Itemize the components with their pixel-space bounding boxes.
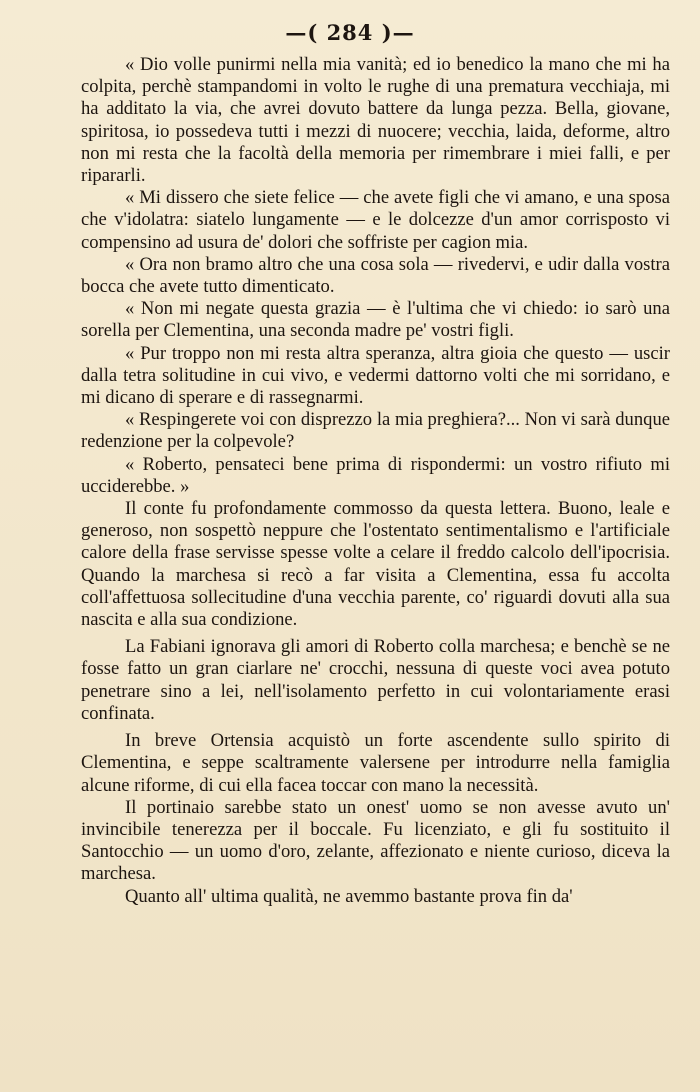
page-number: —( 284 )— bbox=[285, 20, 415, 45]
paragraph: « Respingerete voi con disprezzo la mia preghiera?... Non vi sarà dunque redenzione per la colpevole? bbox=[81, 409, 670, 453]
paragraph: La Fabiani ignorava gli amori di Roberto colla marchesa; e benchè se ne fosse fatto un gran ciarlare ne' crocchi, nessuna di queste voci avea potuto penetrare sino a lei, nell'isolamento perfetto in cui volontariamente erasi confinata. bbox=[81, 636, 670, 724]
paragraph: « Mi dissero che siete felice — che avete figli che vi amano, e una sposa che v'idolatra: siatelo lungamente — e le dolcezze d'un amor corrisposto vi compensino ad usura de' dolori che soffriste per cagion mia. bbox=[81, 187, 670, 253]
paragraph: Il portinaio sarebbe stato un onest' uomo se non avesse avuto un' invincibile tenerezza per il boccale. Fu licenziato, e gli fu sostituito il Santocchio — un uomo d'oro, zelante, affezionato e niente curioso, diceva la marchesa. bbox=[81, 796, 670, 885]
paragraph: In breve Ortensia acquistò un forte ascendente sullo spirito di Clementina, e seppe scaltramente valersene per introdurre nella famiglia alcune riforme, di cui ella facea toccar con mano la necessità. bbox=[81, 730, 670, 796]
paragraph: « Roberto, pensateci bene prima di rispondermi: un vostro rifiuto mi ucciderebbe. » bbox=[81, 453, 670, 497]
paragraph: « Non mi negate questa grazia — è l'ultima che vi chiedo: io sarò una sorella per Clementina, una seconda madre pe' vostri figli. bbox=[81, 298, 670, 342]
page-body bbox=[81, 54, 670, 908]
paragraph: « Dio volle punirmi nella mia vanità; ed io benedico la mano che mi ha colpita, perchè stampandomi in volto le rughe di una prematura vecchiaja, mi ha additato la via, che avrei dovuto battere da lunga pezza. Bella, giovane, spiritosa, io possedeva tutti i mezzi di nuocere; vecchia, laida, deforme, altro non mi resta che la facoltà della memoria per rimembrare i miei falli, e per ripararli. bbox=[81, 54, 670, 187]
paragraph: « Ora non bramo altro che una cosa sola — rivedervi, e udir dalla vostra bocca che avete tutto dimenticato. bbox=[81, 253, 670, 298]
paragraph: Il conte fu profondamente commosso da questa lettera. Buono, leale e generoso, non sospettò neppure che l'ostentato sentimentalismo e l'artificiale calore della frase servisse spesse volte a celare il freddo calcolo dell'ipocrisia. Quando la marchesa si recò a far visita a Clementina, essa fu accolta coll'affettuosa sollecitudine d'una vecchia parente, co' riguardi dovuti alla sua nascita e alla sua condizione. bbox=[81, 498, 670, 631]
paragraph: « Pur troppo non mi resta altra speranza, altra gioia che questo — uscir dalla tetra solitudine in cui vivo, e vedermi dattorno volti che mi sorridano, e mi dicano di sperare e di rassegnarmi. bbox=[81, 342, 670, 409]
paragraph: Quanto all' ultima qualità, ne avemmo bastante prova fin da' bbox=[125, 885, 573, 907]
